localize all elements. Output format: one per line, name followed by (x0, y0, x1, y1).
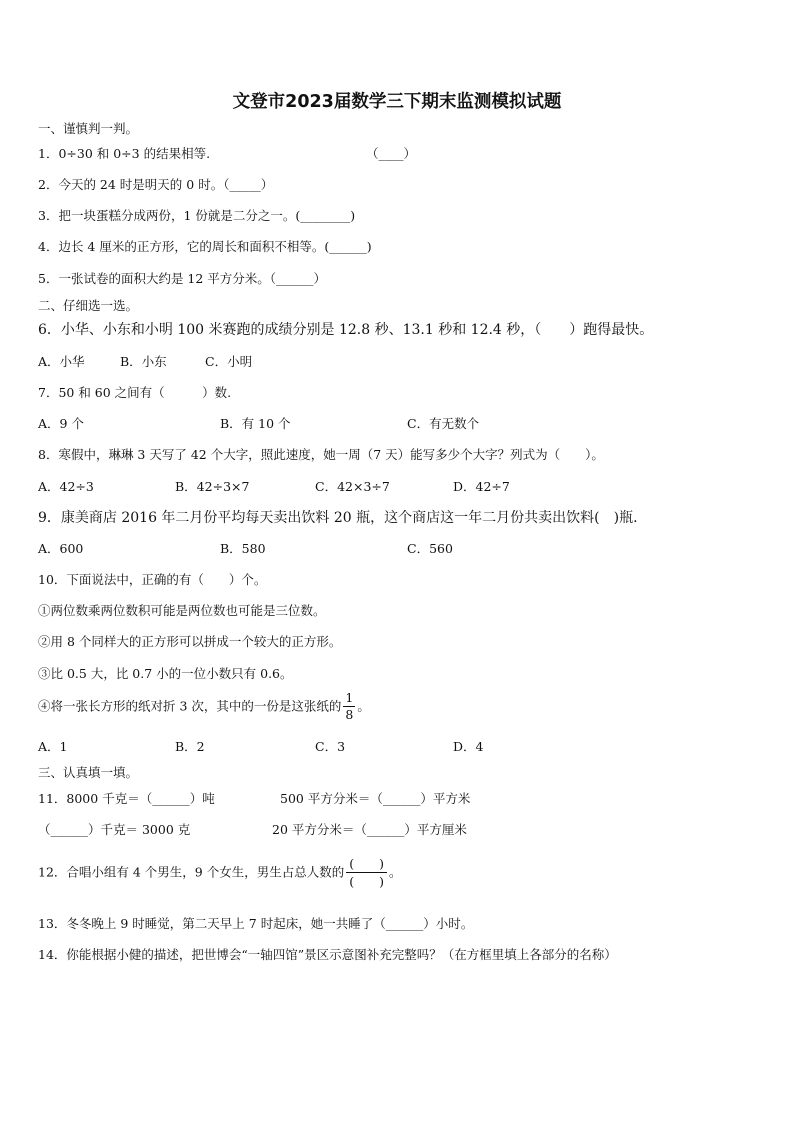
question-12-end: 。 (389, 864, 402, 880)
q10-statement-4 (38, 690, 370, 723)
q10-statement-2: ②用 8 个同样大的正方形可以拼成一个较大的正方形。 (38, 634, 342, 649)
q11-part-a: 11．8000 千克＝（______）吨 (38, 791, 215, 806)
question-2: 2．今天的 24 时是明天的 0 时。（_____） (38, 177, 274, 192)
fraction-numerator: 1 (345, 690, 354, 705)
question-3: 3．把一块蛋糕分成两份，1 份就是二分之一。(________) (38, 208, 356, 223)
section-heading-3: 三、认真填一填。 (38, 765, 139, 780)
q6-option-b: B．小东 (120, 354, 167, 369)
q11-part-c: （______）千克＝ 3000 克 (38, 822, 191, 837)
q8-option-a: A．42÷3 (38, 479, 94, 494)
question-1-blank: （____） (366, 146, 417, 161)
q10-option-b: B．2 (175, 739, 205, 754)
q8-option-c: C．42×3÷7 (315, 479, 390, 494)
q10-statement-4-text: ④将一张长方形的纸对折 3 次，其中的一份是这张纸的 (38, 698, 342, 714)
q11-part-b: 500 平方分米＝（______）平方米 (280, 791, 471, 806)
question-12-text: 12．合唱小组有 4 个男生，9 个女生，男生占总人数的 (38, 864, 345, 880)
q10-option-a: A．1 (38, 739, 68, 754)
q8-option-b: B．42÷3×7 (175, 479, 250, 494)
page-title: 文登市2023届数学三下期末监测模拟试题 (232, 92, 562, 112)
fraction-blank-numerator: ( ) (346, 855, 387, 873)
q6-option-a: A．小华 (38, 354, 85, 369)
question-14: 14．你能根据小健的描述，把世博会“一轴四馆”景区示意图补充完整吗？（在方框里填上各部分的名称） (38, 947, 617, 962)
q6-option-c: C．小明 (205, 354, 253, 369)
q11-part-d: 20 平方分米＝（______）平方厘米 (272, 822, 467, 837)
question-13: 13．冬冬晚上 9 时睡觉，第二天早上 7 时起床，她一共睡了（______）小时。 (38, 916, 474, 931)
q9-option-a: A．600 (38, 541, 84, 556)
question-10: 10．下面说法中，正确的有（ ）个。 (38, 572, 267, 587)
q9-option-b: B．580 (220, 541, 266, 556)
question-8: 8．寒假中，琳琳 3 天写了 42 个大字，照此速度，她一周（7 天）能写多少个大字？列式为（ ）。 (38, 447, 604, 462)
q8-option-d: D．42÷7 (453, 479, 510, 494)
question-9: 9．康美商店 2016 年二月份平均每天卖出饮料 20 瓶，这个商店这一年二月份共卖出饮料( )瓶. (38, 510, 638, 526)
question-12 (38, 855, 402, 890)
q10-statement-1: ①两位数乘两位数积可能是两位数也可能是三位数。 (38, 603, 326, 618)
fraction-blank-denominator: ( ) (349, 874, 384, 889)
q10-statement-4-end: 。 (357, 698, 370, 714)
q7-option-b: B．有 10 个 (220, 416, 291, 431)
section-heading-2: 二、仔细选一选。 (38, 298, 139, 313)
question-6: 6．小华、小东和小明 100 米赛跑的成绩分别是 12.8 秒、13.1 秒和 12.4 秒，（ ）跑得最快。 (38, 322, 654, 338)
q7-option-a: A．9 个 (38, 416, 84, 431)
section-heading-1: 一、谨慎判一判。 (38, 121, 139, 136)
fraction-one-eighth (343, 690, 355, 723)
q10-statement-3: ③比 0.5 大，比 0.7 小的一位小数只有 0.6。 (38, 666, 293, 681)
question-1: 1．0÷30 和 0÷3 的结果相等. (38, 146, 211, 161)
question-7: 7．50 和 60 之间有（ ）数. (38, 385, 232, 400)
q10-option-c: C．3 (315, 739, 346, 754)
q10-option-d: D．4 (453, 739, 484, 754)
q9-option-c: C．560 (407, 541, 453, 556)
question-4: 4．边长 4 厘米的正方形，它的周长和面积不相等。(______) (38, 239, 372, 254)
question-5: 5．一张试卷的面积大约是 12 平方分米。（______） (38, 271, 327, 286)
q7-option-c: C．有无数个 (407, 416, 480, 431)
fraction-denominator: 8 (345, 707, 354, 722)
fraction-blank (346, 855, 387, 890)
